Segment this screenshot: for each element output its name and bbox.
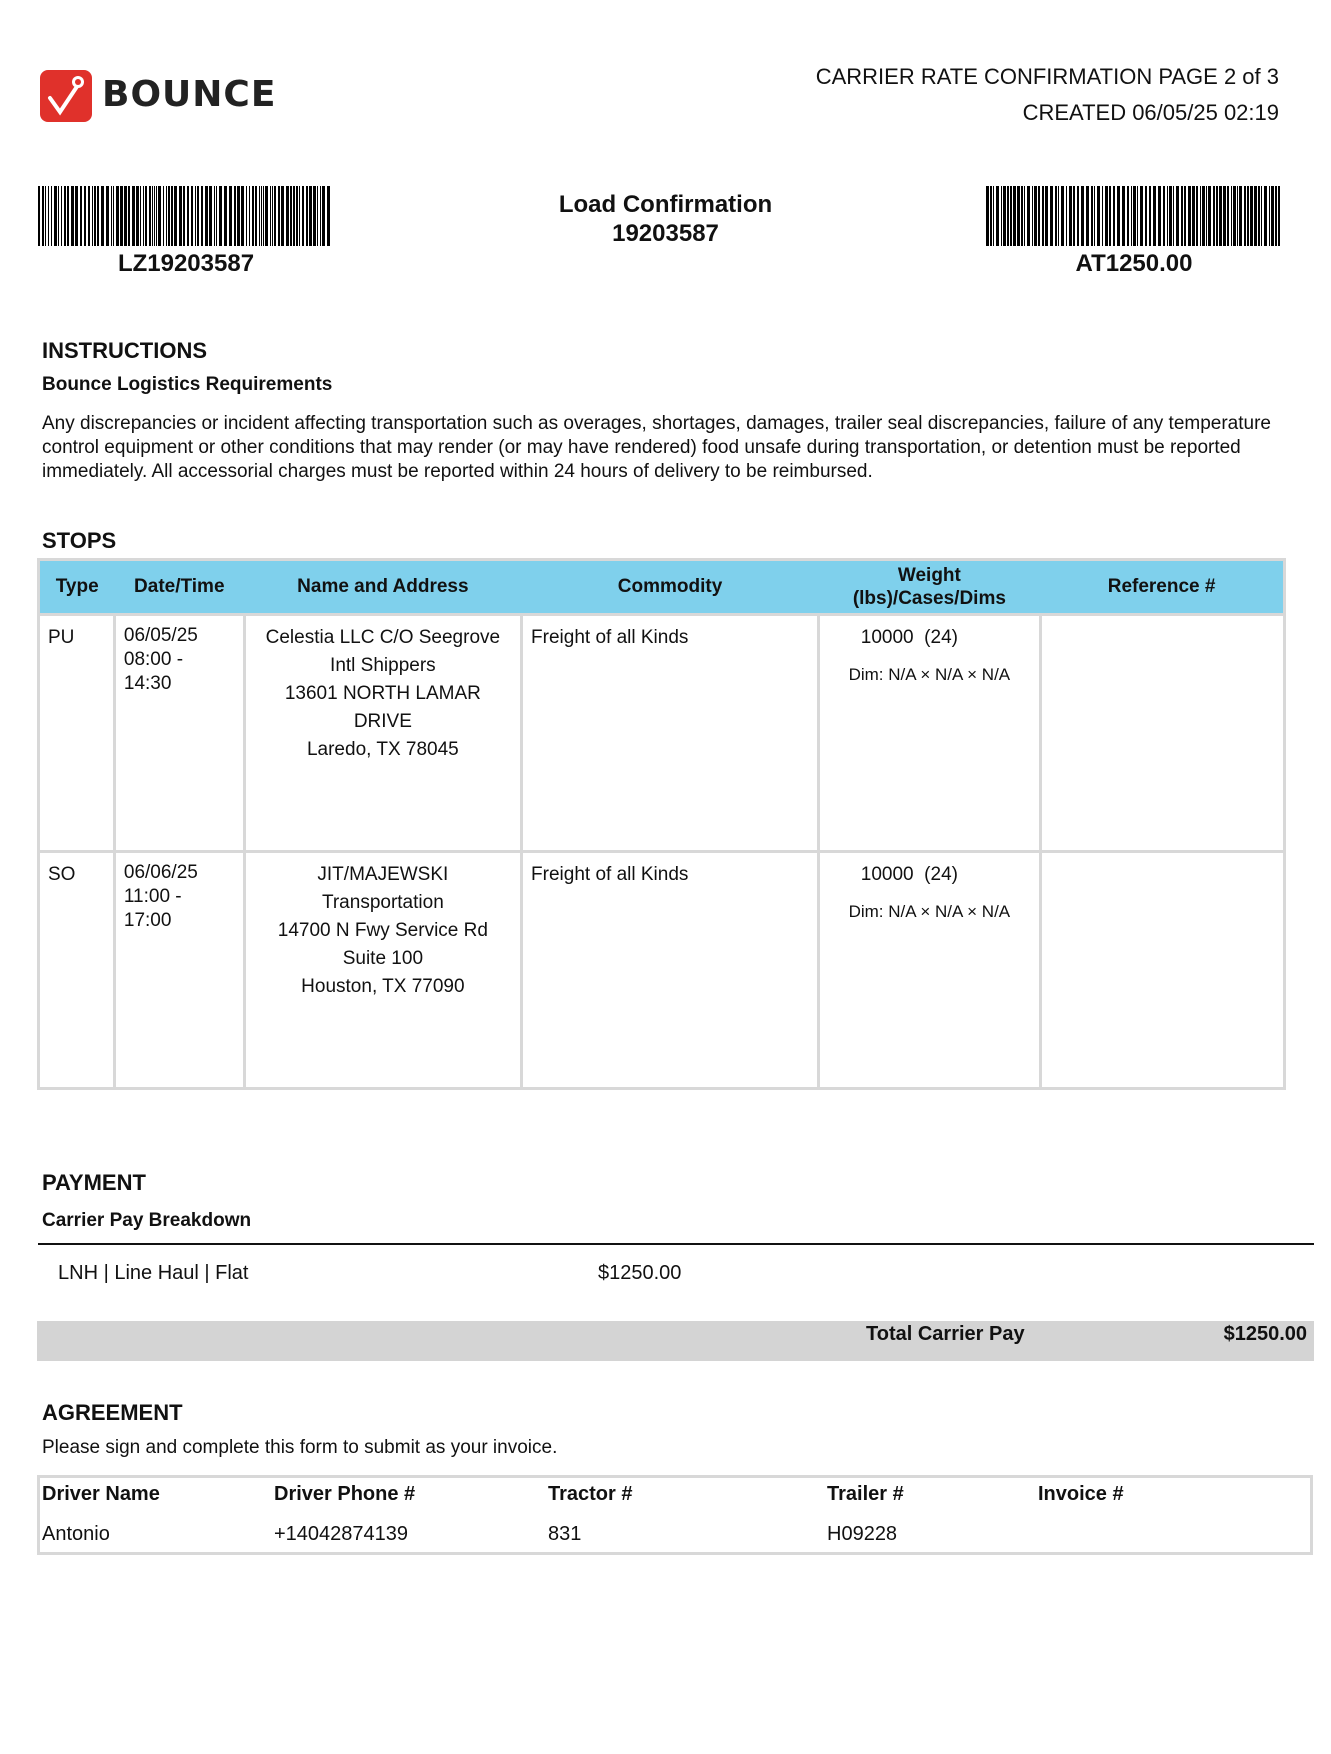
stop-time-end: 17:00	[123, 910, 172, 931]
address-line: Transportation	[321, 892, 444, 913]
instructions-text: Any discrepancies or incident affecting transportation such as overages, shortages, damages, trailer seal discrepancies, failure of any temperature control equipment or other conditions that may render (or may have rendered) food unsafe during transportation, or detention must be reported immediately. All accessorial charges must be reported within 24 hours of delivery to be reimbursed.	[42, 413, 1271, 482]
divider	[38, 1243, 1314, 1245]
stop-type: SO	[39, 852, 115, 1089]
document-label: CARRIER RATE CONFIRMATION PAGE 2 of 3	[815, 64, 1279, 89]
payment-subheading: Carrier Pay Breakdown	[42, 1210, 252, 1231]
instructions-heading: INSTRUCTIONS	[42, 338, 207, 363]
stop-commodity: Freight of all Kinds	[522, 615, 819, 852]
brand-logo	[40, 68, 300, 124]
agreement-heading: AGREEMENT	[42, 1400, 183, 1425]
stop-date: 06/05/25	[123, 625, 198, 646]
trailer-value[interactable]: H09228	[827, 1523, 898, 1545]
col-type: Type	[39, 560, 115, 615]
stop-type: PU	[39, 615, 115, 852]
col-commodity: Commodity	[522, 560, 819, 615]
col-reference: Reference #	[1040, 560, 1284, 615]
driver-phone-value[interactable]: +14042874139	[274, 1523, 409, 1545]
address-line: Laredo, TX 78045	[306, 739, 459, 760]
total-bar	[37, 1321, 1314, 1361]
stop-address	[244, 615, 521, 852]
tractor-label: Tractor #	[548, 1483, 633, 1505]
dims: Dim: N/A × N/A × N/A	[848, 902, 1011, 921]
dims: Dim: N/A × N/A × N/A	[848, 665, 1011, 684]
stops-header-row	[39, 560, 1285, 615]
col-weight-line2: (lbs)/Cases/Dims	[852, 588, 1006, 609]
tractor-value[interactable]: 831	[548, 1523, 582, 1545]
col-name-address: Name and Address	[244, 560, 521, 615]
stop-date: 06/06/25	[123, 862, 198, 883]
stop-datetime	[114, 615, 244, 852]
address-line: DRIVE	[353, 711, 412, 732]
table-row	[39, 852, 1285, 1089]
stop-time-end: 14:30	[123, 673, 172, 694]
driver-name-label: Driver Name	[42, 1483, 160, 1505]
weight-cases: 10000 (24)	[860, 627, 958, 648]
address-line: Houston, TX 77090	[301, 976, 465, 997]
table-row	[39, 615, 1285, 852]
trailer-label: Trailer #	[827, 1483, 904, 1505]
load-number: 19203587	[612, 220, 719, 247]
barcode-right-label: AT1250.00	[1075, 250, 1193, 277]
stop-commodity: Freight of all Kinds	[522, 852, 819, 1089]
stop-datetime	[114, 852, 244, 1089]
stop-time-start: 11:00 -	[123, 886, 182, 907]
stop-reference	[1040, 852, 1284, 1089]
col-datetime: Date/Time	[114, 560, 244, 615]
instructions-subheading: Bounce Logistics Requirements	[42, 374, 333, 395]
barcode-left-label: LZ19203587	[117, 250, 255, 277]
pay-line-description: LNH | Line Haul | Flat	[58, 1262, 249, 1284]
weight-cases: 10000 (24)	[860, 864, 958, 885]
address-line: 14700 N Fwy Service Rd	[277, 920, 488, 941]
logo-mark-icon	[40, 70, 92, 122]
stop-weight	[819, 615, 1041, 852]
invoice-value[interactable]	[1038, 1523, 1268, 1547]
total-label: Total Carrier Pay	[866, 1323, 1025, 1345]
col-weight	[819, 560, 1041, 615]
stop-weight	[819, 852, 1041, 1089]
driver-phone-label: Driver Phone #	[274, 1483, 416, 1505]
stop-reference	[1040, 615, 1284, 852]
page-title: Load Confirmation	[558, 191, 773, 218]
address-line: Intl Shippers	[330, 655, 436, 676]
col-weight-line1: Weight	[897, 565, 961, 586]
stops-table	[37, 558, 1286, 1090]
brand-name: BOUNCE	[102, 74, 277, 115]
invoice-label: Invoice #	[1038, 1483, 1124, 1505]
address-line: 13601 NORTH LAMAR	[284, 683, 481, 704]
agreement-text: Please sign and complete this form to submit as your invoice.	[42, 1437, 558, 1458]
stop-address	[244, 852, 521, 1089]
address-line: JIT/MAJEWSKI	[317, 864, 449, 885]
pay-line-amount: $1250.00	[598, 1262, 682, 1284]
driver-name-value[interactable]: Antonio	[42, 1523, 110, 1545]
payment-heading: PAYMENT	[42, 1170, 146, 1195]
total-amount: $1250.00	[1223, 1323, 1307, 1345]
address-line: Celestia LLC C/O Seegrove	[265, 627, 501, 648]
created-timestamp: CREATED 06/05/25 02:19	[1022, 100, 1279, 125]
address-line: Suite 100	[342, 948, 424, 969]
stops-heading: STOPS	[42, 528, 117, 553]
stop-time-start: 08:00 -	[123, 649, 184, 670]
